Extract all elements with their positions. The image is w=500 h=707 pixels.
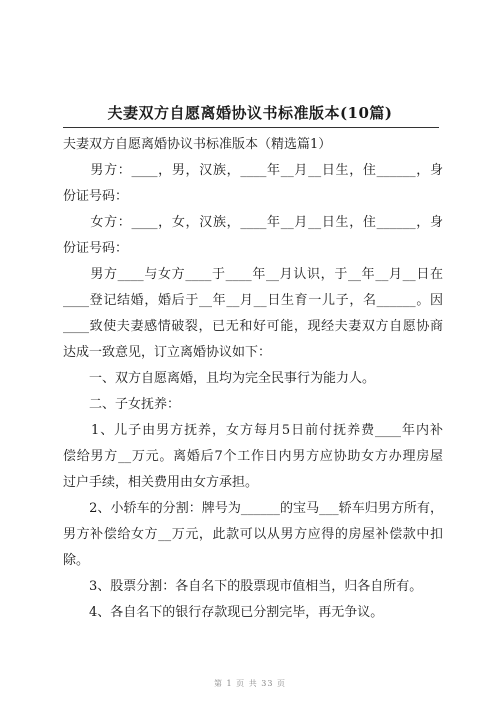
document-title: 夫妻双方自愿离婚协议书标准版本(10篇) (107, 104, 393, 122)
body-line: 达成一致意见，订立离婚协议如下： (63, 345, 272, 360)
body-line: 男方：____，男，汉族，____年__月__日生，住______，身 (63, 163, 443, 178)
body-line: 偿给男方__万元。离婚后7个工作日内男方应协助女方办理房屋 (63, 449, 443, 464)
title-divider (63, 127, 439, 128)
body-line: 除。 (63, 553, 90, 568)
body-line: 二、子女抚养： (63, 397, 181, 412)
body-line: 份证号码： (63, 189, 129, 204)
body-line: 份证号码： (63, 241, 129, 256)
body-line: 过户手续，相关费用由女方承担。 (63, 475, 259, 490)
body-line: 一、双方自愿离婚，且均为完全民事行为能力人。 (63, 371, 376, 386)
body-line: 男方____与女方____于____年__月认识，于__年__月__日在 (63, 267, 443, 282)
body-line: 4、各自名下的银行存款现已分割完毕，再无争议。 (63, 605, 384, 620)
body-line: 1、儿子由男方抚养，女方每月5日前付抚养费____年内补 (63, 423, 443, 438)
body-line: ____致使夫妻感情破裂，已无和好可能，现经夫妻双方自愿协商 (63, 319, 443, 334)
body-line: 女方：____，女，汉族，____年__月__日生，住______，身 (63, 215, 443, 230)
body-line: ____登记结婚，婚后于__年__月__日生育一儿子，名______。因 (63, 293, 443, 308)
page-number: 第 1 页 共 33 页 (214, 679, 286, 688)
body-line: 3、股票分割：各自名下的股票现市值相当，归各自所有。 (63, 579, 423, 594)
body-line: 男方补偿给女方__万元，此款可以从男方应得的房屋补偿款中扣 (63, 527, 443, 542)
body-line: 2、小轿车的分割：牌号为______的宝马___轿车归男方所有， (63, 501, 443, 516)
section-subtitle: 夫妻双方自愿离婚协议书标准版本（精选篇1） (63, 137, 332, 152)
